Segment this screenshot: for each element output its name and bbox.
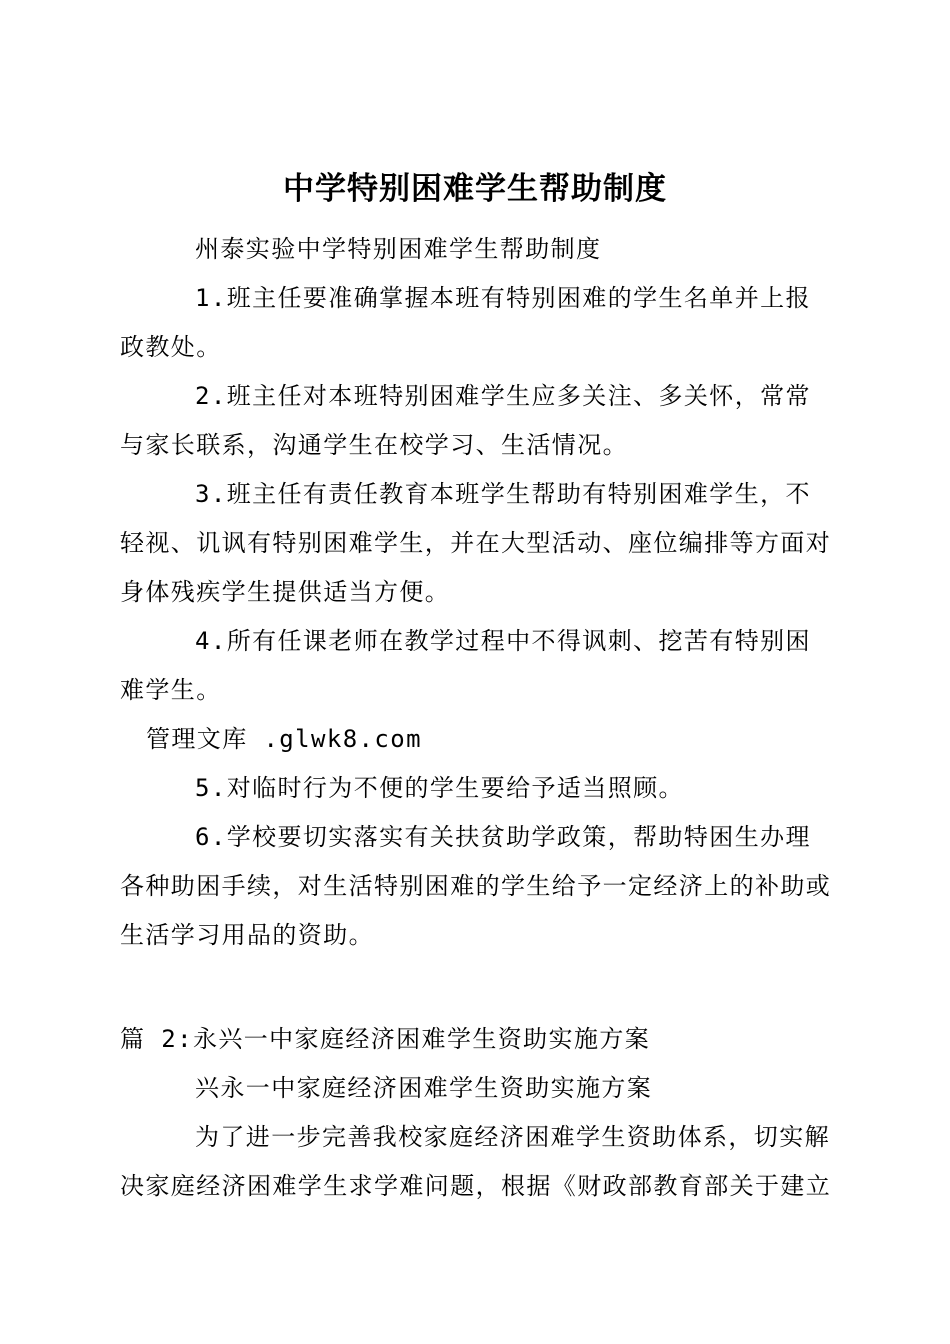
- source-watermark-text: 管理文库 .glwk8.com: [146, 725, 422, 753]
- document-title: 中学特别困难学生帮助制度: [283, 170, 667, 207]
- paragraph-intro: 州泰实验中学特别困难学生帮助制度: [195, 235, 602, 263]
- section-2-heading: 篇 2:永兴一中家庭经济困难学生资助实施方案: [120, 1025, 651, 1053]
- paragraph-item-5: 5.对临时行为不便的学生要给予适当照顾。: [195, 774, 684, 802]
- section-2-paragraph-1: 为了进一步完善我校家庭经济困难学生资助体系，切实解决家庭经济困难学生求学难问题，根据《财政部教育部关于建立: [120, 1123, 832, 1200]
- paragraph-item-2: 2.班主任对本班特别困难学生应多关注、多关怀，常常与家长联系，沟通学生在校学习、生活情况。: [120, 382, 811, 459]
- paragraph-item-3: 3.班主任有责任教育本班学生帮助有特别困难学生，不轻视、讥讽有特别困难学生，并在大型活动、座位编排等方面对身体残疾学生提供适当方便。: [120, 480, 832, 606]
- section-2-subtitle: 兴永一中家庭经济困难学生资助实施方案: [195, 1074, 653, 1102]
- paragraph-item-4: 4.所有任课老师在教学过程中不得讽刺、挖苦有特别困难学生。: [120, 627, 811, 704]
- section-1-body: [120, 225, 832, 960]
- paragraph-item-6: 6.学校要切实落实有关扶贫助学政策，帮助特困生办理各种助困手续，对生活特别困难的学生给予一定经济上的补助或生活学习用品的资助。: [120, 823, 832, 949]
- paragraph-item-1: 1.班主任要准确掌握本班有特别困难的学生名单并上报政教处。: [120, 284, 811, 361]
- section-2-body: [120, 1015, 832, 1211]
